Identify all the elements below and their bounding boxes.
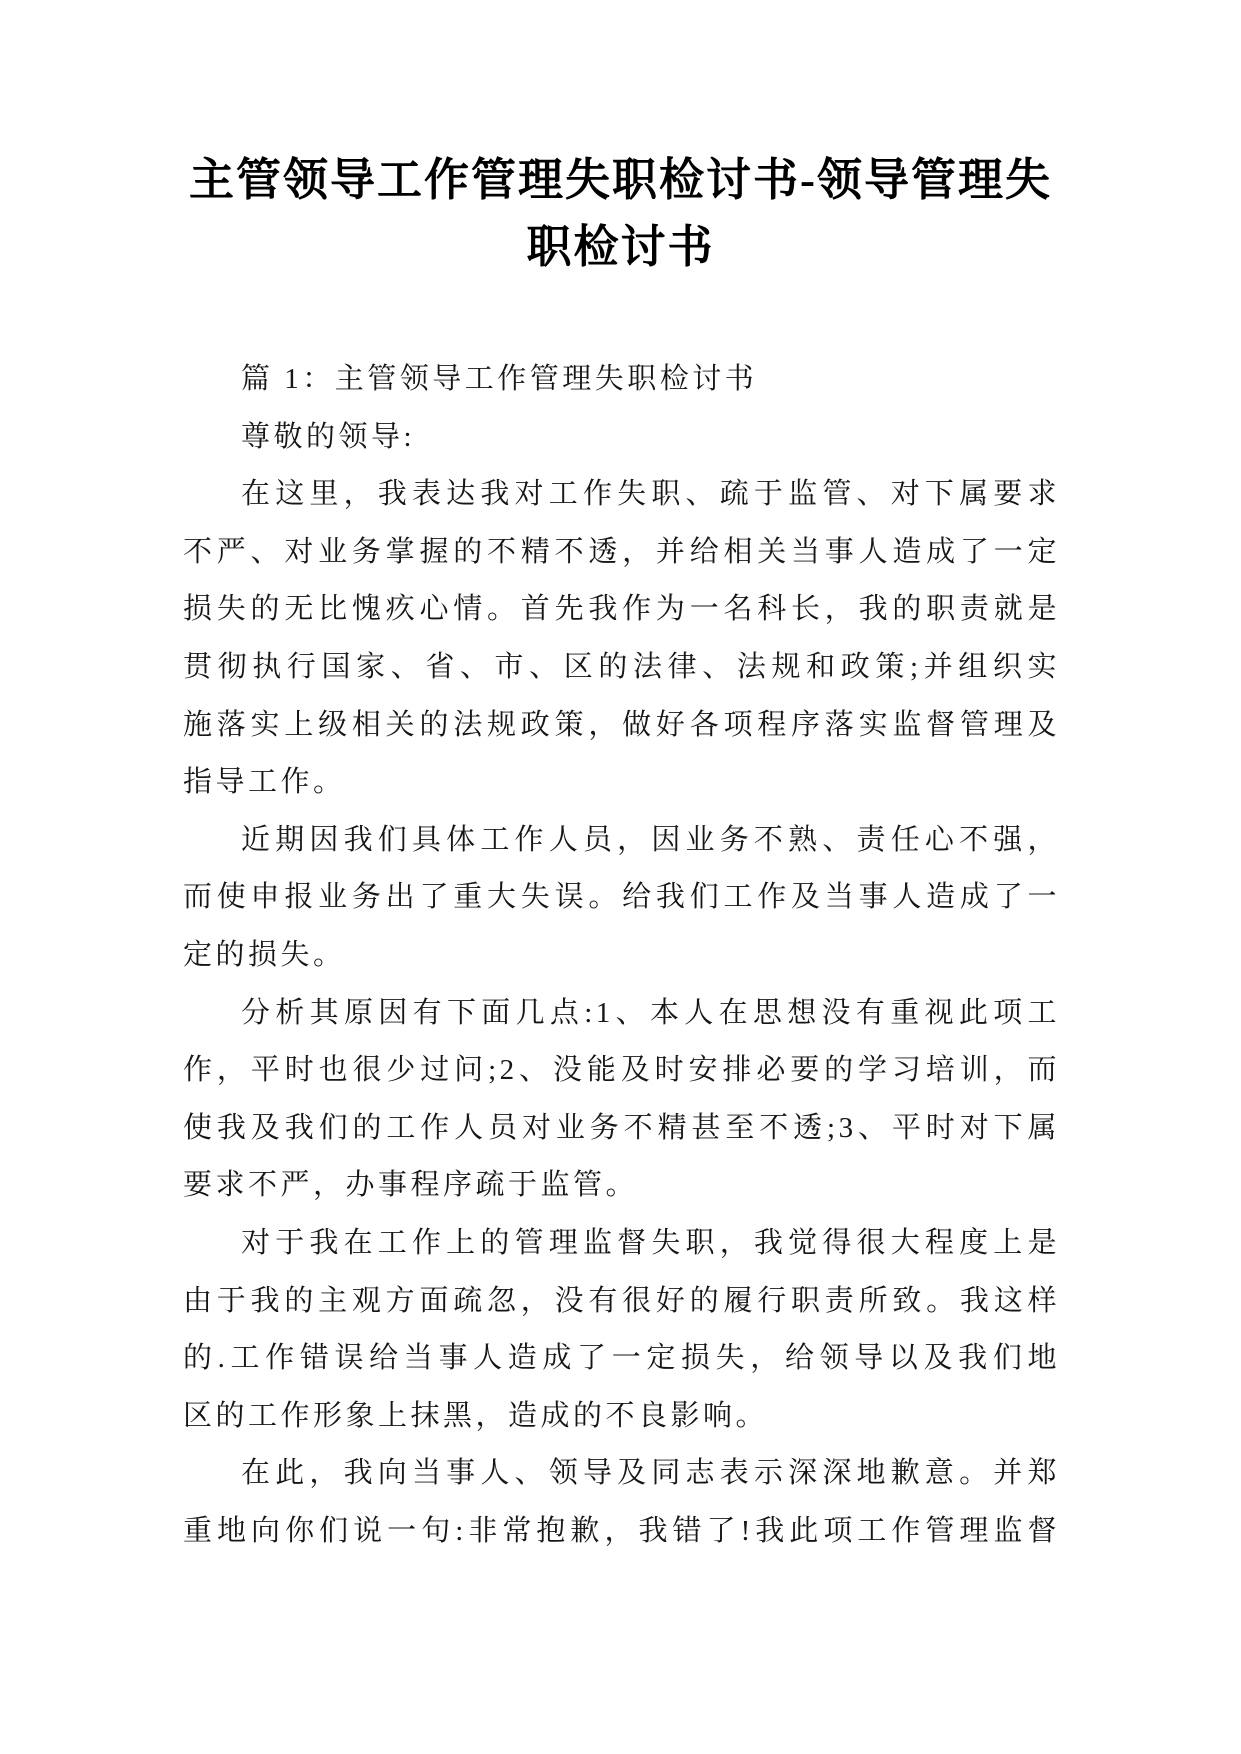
- text-line: 对于我在工作上的管理监督失职，我觉得很大程度上是: [241, 1226, 1060, 1259]
- paragraph: [183, 351, 1060, 409]
- document-body: [183, 351, 1060, 1560]
- text-line: 定的损失。: [183, 938, 346, 971]
- text-line: 分析其原因有下面几点:1、本人在思想没有重视此项工: [241, 996, 1060, 1029]
- text-line: 要求不严，办事程序疏于监管。: [183, 1169, 639, 1202]
- paragraph: [183, 466, 1060, 812]
- paragraph: [183, 1445, 1060, 1560]
- text-line: 区的工作形象上抹黑，造成的不良影响。: [183, 1399, 769, 1432]
- text-line: 作，平时也很少过问;2、没能及时安排必要的学习培训，而: [183, 1054, 1060, 1087]
- text-line: 不严、对业务掌握的不精不透，并给相关当事人造成了一定: [183, 535, 1060, 568]
- document-title-line-2: 职检讨书: [526, 222, 715, 272]
- document-title-line-1: 主管领导工作管理失职检讨书-领导管理失: [189, 155, 1052, 205]
- text-line: 篇 1：主管领导工作管理失职检讨书: [241, 363, 758, 395]
- text-line: 在这里，我表达我对工作失职、疏于监管、对下属要求: [241, 478, 1060, 511]
- text-line: 损失的无比愧疚心情。首先我作为一名科长，我的职责就是: [183, 593, 1060, 626]
- paragraph: [183, 985, 1060, 1215]
- paragraph: [183, 812, 1060, 985]
- text-line: 尊敬的领导:: [241, 420, 416, 453]
- text-line: 贯彻执行国家、省、市、区的法律、法规和政策;并组织实: [183, 650, 1060, 683]
- text-line: 施落实上级相关的法规政策，做好各项程序落实监督管理及: [183, 708, 1060, 741]
- document-title: [120, 147, 1121, 281]
- text-line: 重地向你们说一句:非常抱歉，我错了!我此项工作管理监督: [183, 1514, 1060, 1547]
- text-line: 指导工作。: [183, 766, 346, 799]
- text-line: 在此，我向当事人、领导及同志表示深深地歉意。并郑: [241, 1457, 1060, 1490]
- text-line: 的.工作错误给当事人造成了一定损失，给领导以及我们地: [183, 1342, 1060, 1375]
- text-line: 而使申报业务出了重大失误。给我们工作及当事人造成了一: [183, 881, 1060, 914]
- paragraph: [183, 409, 1060, 467]
- text-line: 由于我的主观方面疏忽，没有很好的履行职责所致。我这样: [183, 1284, 1060, 1317]
- paragraph: [183, 1215, 1060, 1445]
- text-line: 近期因我们具体工作人员，因业务不熟、责任心不强，: [241, 823, 1060, 856]
- text-line: 使我及我们的工作人员对业务不精甚至不透;3、平时对下属: [183, 1111, 1060, 1144]
